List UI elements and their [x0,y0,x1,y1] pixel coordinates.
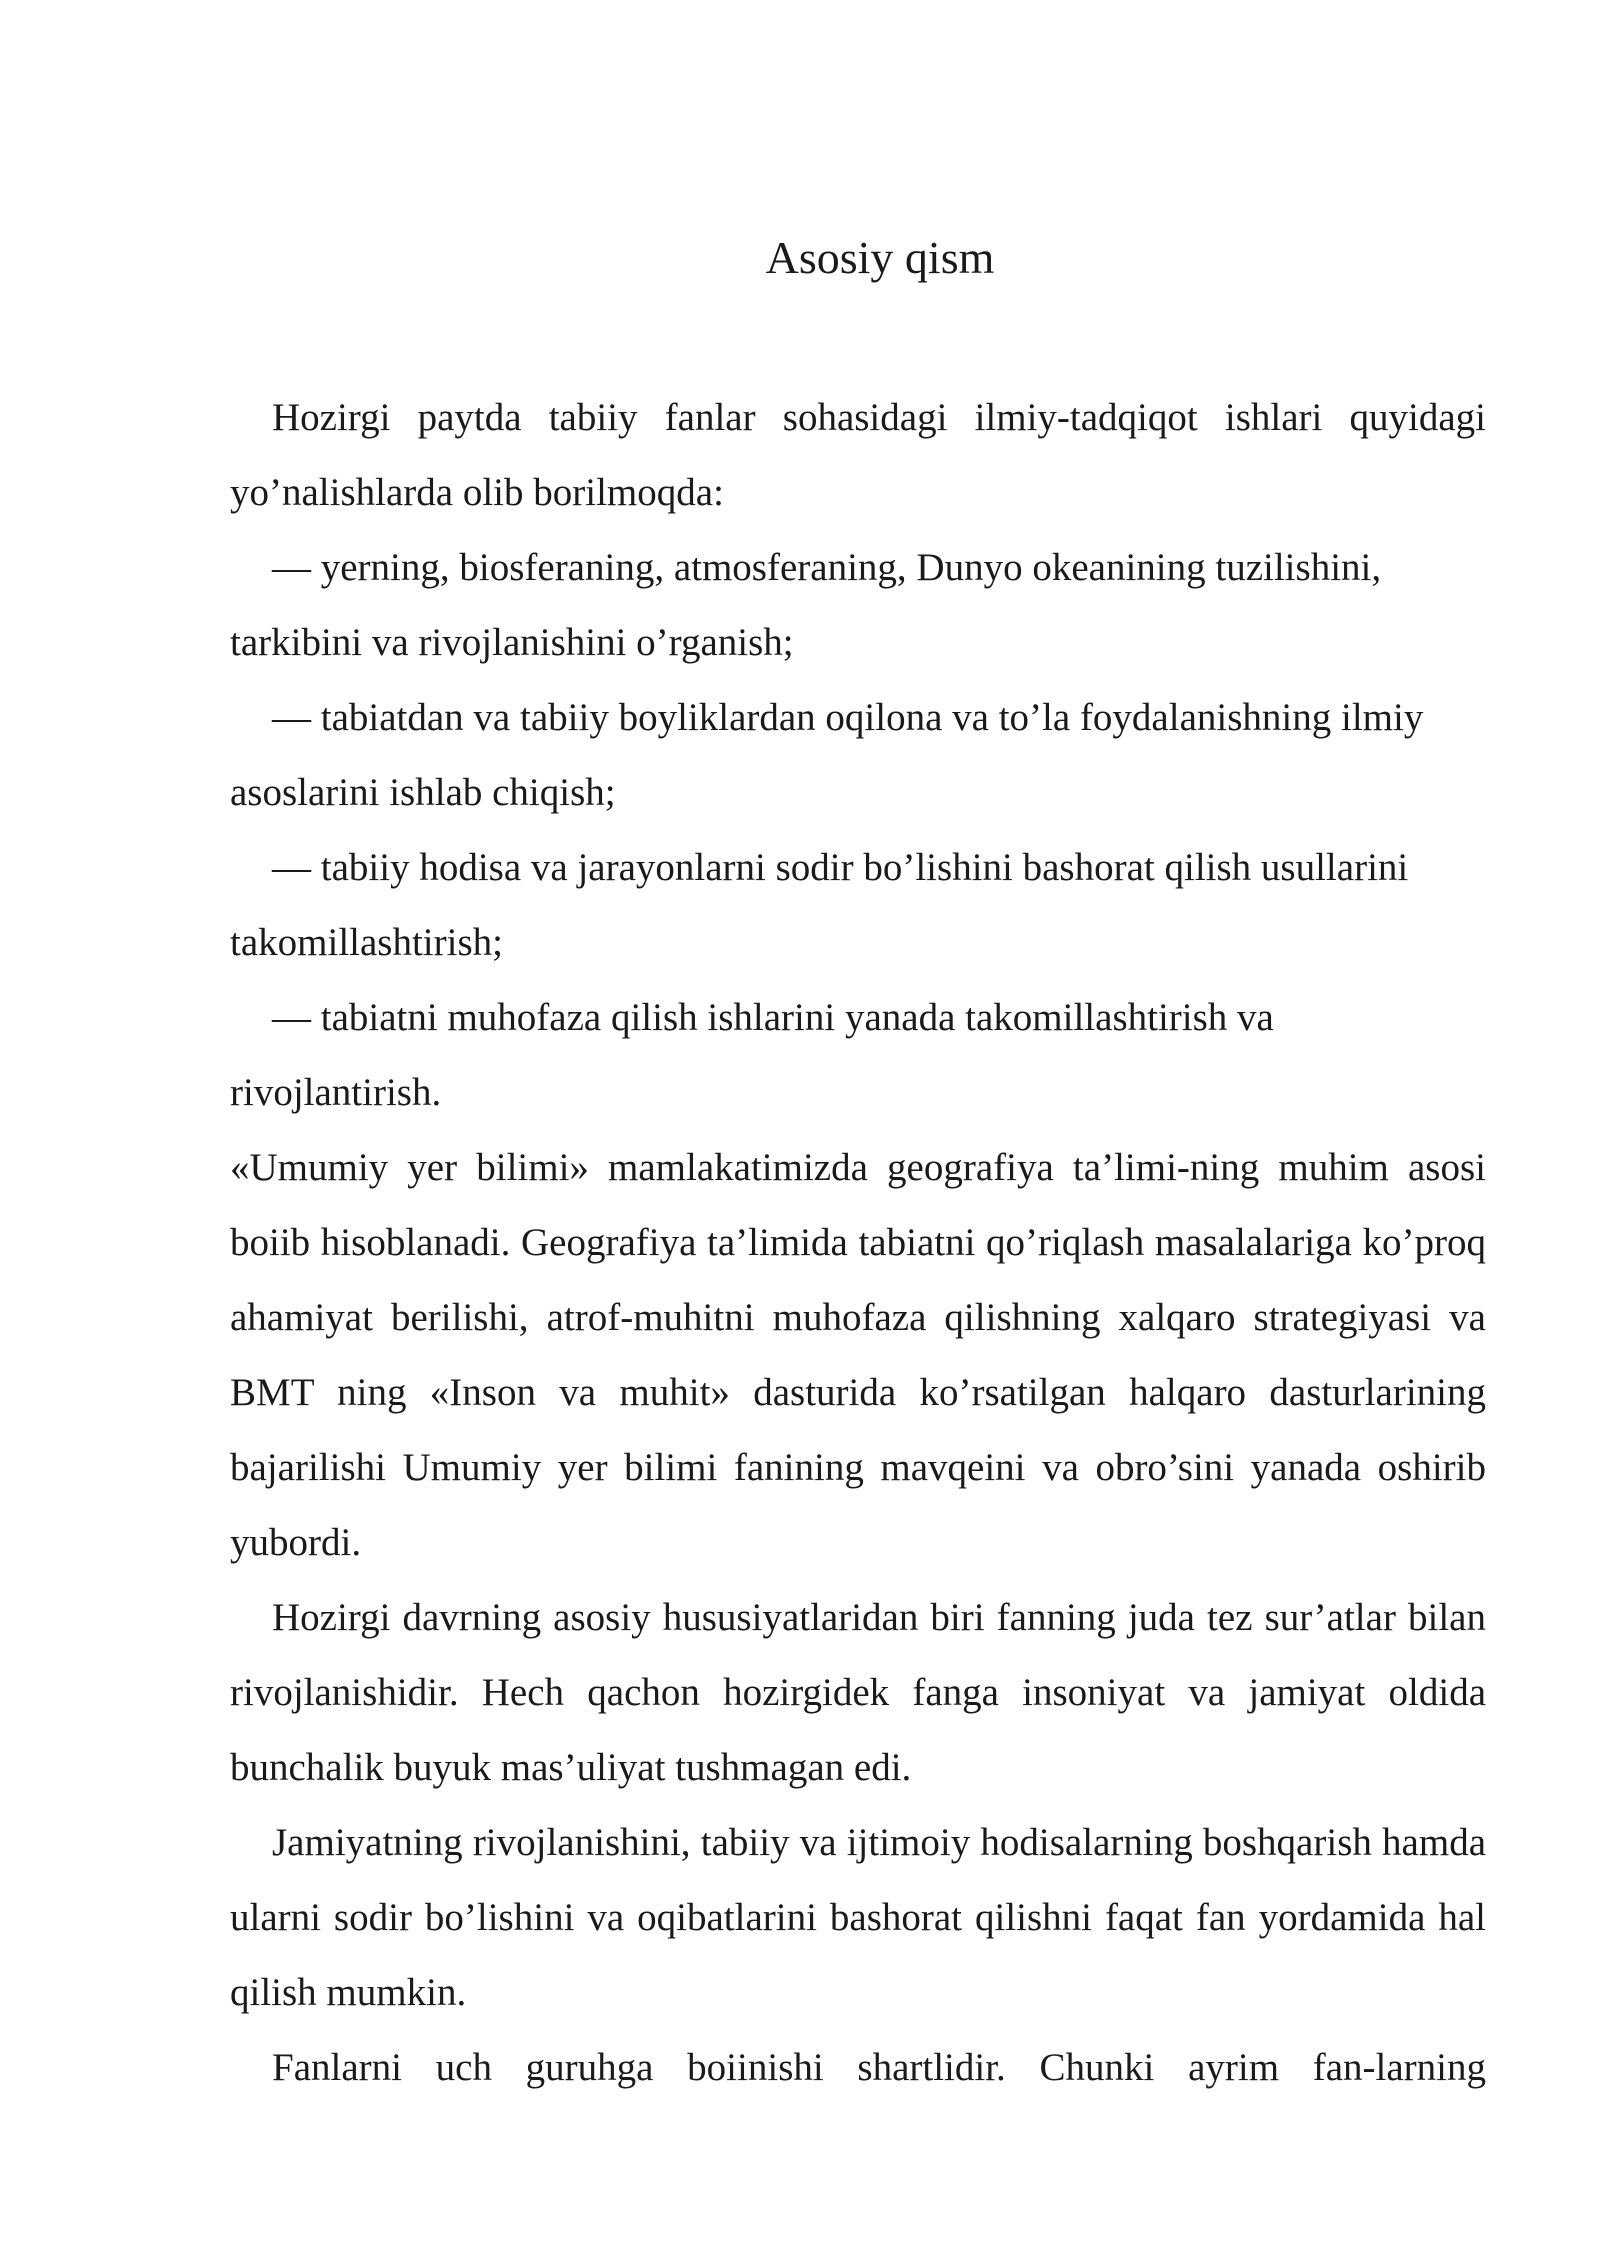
paragraph-intro: Hozirgi paytda tabiiy fanlar sohasidagi ilmiy-tadqiqot ishlari quyidagi yo’nalishlarda olib borilmoqda: [230,396,1486,514]
list-item-forecasting: — tabiiy hodisa va jarayonlarni sodir bo’lishini bashorat qilish usullarini takomillashtirish; [230,846,1409,964]
paragraph-umumiy-yer-bilimi: «Umumiy yer bilimi» mamlakatimizda geografiya ta’limi-ning muhim asosi boiib hisoblanadi. Geografiya ta’limida tabiatni qo’riqlash masalalariga ko’proq ahamiyat berilishi, atrof-muhitni muhofaza qilishning xalqaro strategiyasi va BMT ning «Inson va muhit» dasturida ko’rsatilgan halqaro dasturlarining bajarilishi Umumiy yer bilimi fanining mavqeini va obro’sini yanada oshirib yubordi. [230,1146,1486,1564]
page-title: Asosiy qism [765,232,995,283]
list-item-earth-study: — yerning, biosferaning, atmosferaning, Dunyo okeanining tuzilishini, tarkibini va rivojlanishini o’rganish; [230,546,1382,664]
paragraph-science-development: Hozirgi davrning asosiy hususiyatlaridan biri fanning juda tez sur’atlar bilan rivojlanishidir. Hech qachon hozirgidek fanga insoniyat va jamiyat oldida bunchalik buyuk mas’uliyat tushmagan edi. [230,1596,1486,1789]
document-body [230,380,1486,2105]
paragraph-society-forecasting: Jamiyatning rivojlanishini, tabiiy va ijtimoiy hodisalarning boshqarish hamda ularni sodir bo’lishini va oqibatlarini bashorat qilishni faqat fan yordamida hal qilish mumkin. [230,1821,1486,2014]
list-item-nature-protection: — tabiatni muhofaza qilish ishlarini yanada takomillashtirish va rivojlantirish. [230,996,1274,1114]
paragraph-science-groups: Fanlarni uch guruhga boiinishi shartlidir. Chunki ayrim fan-larning [272,2046,1486,2089]
list-item-resource-use: — tabiatdan va tabiiy boyliklardan oqilona va to’la foydalanishning ilmiy asoslarini ishlab chiqish; [230,696,1424,814]
